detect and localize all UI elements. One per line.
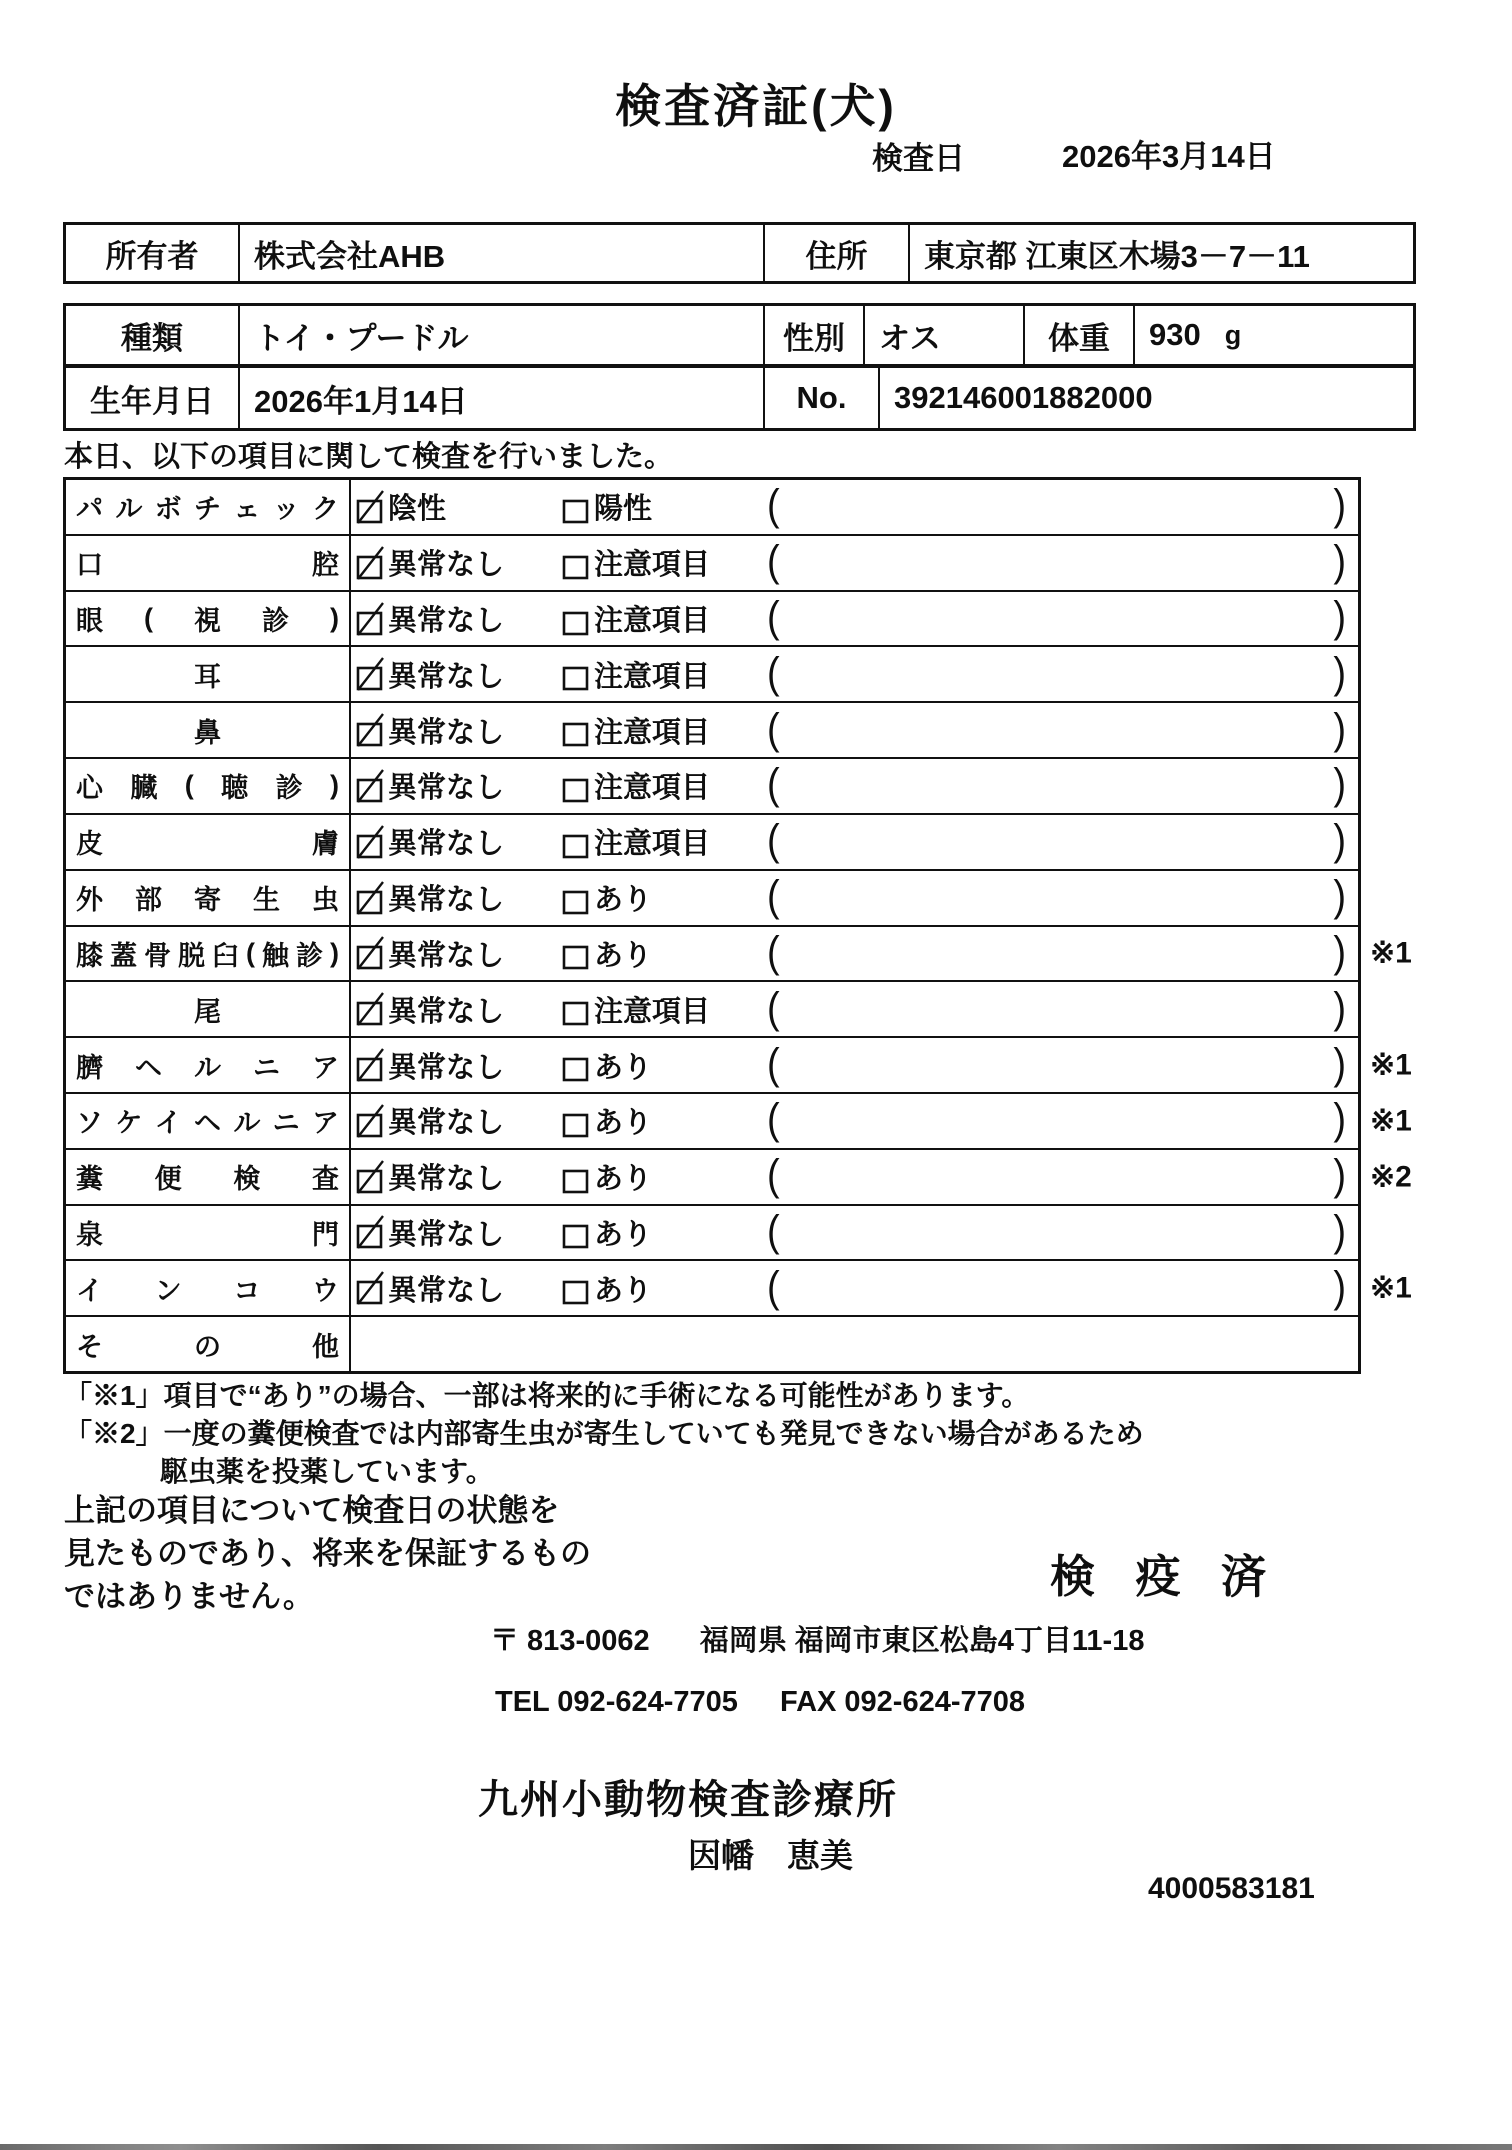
checkbox-checked-icon xyxy=(355,1047,385,1083)
checkbox-unchecked-icon xyxy=(561,991,591,1027)
exam-option-primary xyxy=(355,598,561,639)
paren-close-mark: ) xyxy=(1333,1151,1346,1201)
exam-row xyxy=(66,592,1358,648)
footnote-ref-mark: ※1 xyxy=(1370,1048,1412,1082)
exam-item-char: 診 xyxy=(275,773,303,804)
exam-item-char: 皮 xyxy=(76,829,103,860)
exam-item-name xyxy=(66,1261,351,1315)
weight-label: 体重 xyxy=(1023,306,1133,364)
paren-close-mark: ) xyxy=(1333,1040,1346,1089)
exam-item-char: 心 xyxy=(76,773,103,804)
exam-row xyxy=(66,759,1358,815)
exam-row xyxy=(66,536,1358,592)
exam-row xyxy=(66,871,1358,927)
exam-item-name xyxy=(66,592,351,646)
weight-value: 930 xyxy=(1149,317,1201,352)
exam-option-secondary xyxy=(561,765,767,806)
paren-close-mark: ) xyxy=(1333,1263,1346,1312)
exam-option-primary xyxy=(355,542,561,583)
paren-open-mark: ( xyxy=(767,482,780,531)
paren-close-mark: ) xyxy=(1333,482,1346,531)
exam-item-char: 他 xyxy=(312,1331,339,1362)
exam-option-primary-label: 異常なし xyxy=(388,1274,505,1307)
paren-open-mark: ( xyxy=(767,593,780,643)
exam-item-char: ア xyxy=(312,1052,339,1083)
exam-item-char: 脱 xyxy=(178,940,205,971)
number-value: 392146001882000 xyxy=(878,368,1413,428)
paren-close-mark: ) xyxy=(1333,537,1346,587)
serial-number: 4000583181 xyxy=(1148,1872,1315,1905)
exam-row-options xyxy=(351,1206,1358,1260)
disclaimer-line-2: 見たものであり、将来を保証するもの xyxy=(64,1536,591,1571)
exam-item-char: 視 xyxy=(194,606,221,637)
exam-item-name xyxy=(66,647,351,701)
exam-table xyxy=(63,477,1412,1374)
exam-item-char: ( xyxy=(144,603,153,634)
paren-open-mark: ( xyxy=(767,1263,780,1312)
disclaimer-statement xyxy=(64,1489,591,1618)
exam-option-secondary-label: 注意項目 xyxy=(594,772,711,805)
footnote-1: 「※1」項目で“あり”の場合、一部は将来的に手術になる可能性があります。 xyxy=(64,1380,1030,1411)
exam-row-options xyxy=(351,1094,1358,1148)
checkbox-unchecked-icon xyxy=(561,489,591,525)
checkbox-unchecked-icon xyxy=(561,824,591,860)
exam-option-secondary-label: あり xyxy=(594,1163,653,1196)
exam-item-char: ン xyxy=(154,1275,182,1306)
exam-option-secondary xyxy=(561,710,767,751)
pet-info-row-2 xyxy=(63,365,1416,431)
exam-item-name xyxy=(66,1038,351,1092)
exam-item-name xyxy=(66,927,351,981)
exam-option-primary-label: 異常なし xyxy=(388,1107,505,1140)
checkbox-unchecked-icon xyxy=(561,1270,591,1306)
exam-option-secondary-label: 注意項目 xyxy=(594,828,711,861)
exam-option-secondary xyxy=(561,1268,767,1309)
exam-row xyxy=(66,703,1358,759)
checkbox-unchecked-icon xyxy=(561,880,591,916)
checkbox-checked-icon xyxy=(355,489,385,525)
exam-item-char: 査 xyxy=(311,1164,339,1195)
weight-value-cell xyxy=(1133,306,1413,364)
exam-option-secondary-label: 注意項目 xyxy=(594,660,711,693)
exam-item-name xyxy=(66,1206,351,1260)
checkbox-checked-icon xyxy=(355,1214,385,1250)
exam-item-char: 門 xyxy=(312,1219,339,1250)
checkbox-unchecked-icon xyxy=(561,656,591,692)
paren-open-mark: ( xyxy=(767,649,780,698)
exam-option-primary-label: 異常なし xyxy=(388,1163,505,1196)
clinic-tel: TEL 092-624-7705 xyxy=(495,1686,738,1718)
exam-row-options xyxy=(351,1261,1358,1315)
exam-row xyxy=(66,1317,1358,1371)
exam-item-char: コ xyxy=(233,1275,261,1306)
exam-item-char: ヘ xyxy=(193,1108,221,1139)
exam-option-primary xyxy=(355,933,561,974)
intro-text: 本日、以下の項目に関して検査を行いました。 xyxy=(64,441,674,473)
paren-open-mark: ( xyxy=(767,817,780,866)
owner-label: 所有者 xyxy=(105,238,199,274)
birthdate-label: 生年月日 xyxy=(90,383,214,419)
paren-open-mark: ( xyxy=(767,1040,780,1089)
exam-item-name xyxy=(66,703,351,757)
paren-open-mark: ( xyxy=(767,1096,780,1145)
exam-option-secondary xyxy=(561,989,767,1030)
exam-row-options xyxy=(351,759,1358,813)
exam-option-secondary xyxy=(561,1100,767,1141)
exam-item-char: 触 xyxy=(262,940,289,971)
owner-table xyxy=(63,222,1416,284)
exam-row xyxy=(66,480,1358,536)
paren-close-mark: ) xyxy=(1333,1096,1346,1145)
exam-item-name xyxy=(66,1094,351,1148)
exam-option-secondary-label: あり xyxy=(594,1274,653,1307)
exam-item-char: 骨 xyxy=(144,940,171,971)
owner-value: 株式会社AHB xyxy=(238,225,763,281)
checkbox-checked-icon xyxy=(355,935,385,971)
exam-item-char: 診 xyxy=(262,606,289,637)
paren-close-mark: ) xyxy=(1333,817,1346,866)
checkbox-checked-icon xyxy=(355,545,385,581)
exam-row-options xyxy=(351,592,1358,646)
exam-option-primary-label: 異常なし xyxy=(388,605,505,638)
exam-item-char: 聴 xyxy=(221,773,249,804)
checkbox-checked-icon xyxy=(355,991,385,1027)
exam-option-secondary xyxy=(561,877,767,918)
exam-option-primary xyxy=(355,1100,561,1141)
exam-item-char: 膝 xyxy=(76,940,103,971)
checkbox-checked-icon xyxy=(355,712,385,748)
checkbox-unchecked-icon xyxy=(561,545,591,581)
paren-close-mark: ) xyxy=(1333,1207,1346,1257)
checkbox-unchecked-icon xyxy=(561,712,591,748)
exam-option-primary xyxy=(355,989,561,1030)
clinic-fax: FAX 092-624-7708 xyxy=(779,1686,1026,1718)
exam-item-char: 膚 xyxy=(312,829,339,860)
exam-item-char: 生 xyxy=(253,885,280,916)
exam-item-char: ケ xyxy=(115,1108,143,1139)
sex-label: 性別 xyxy=(763,306,863,364)
exam-row xyxy=(66,1206,1358,1262)
exam-item-char: 部 xyxy=(135,885,162,916)
exam-item-char: ) xyxy=(330,937,339,968)
exam-row-options xyxy=(351,536,1358,590)
checkbox-checked-icon xyxy=(355,824,385,860)
checkbox-checked-icon xyxy=(355,880,385,916)
exam-option-secondary xyxy=(561,1156,767,1197)
exam-item-name xyxy=(66,982,351,1036)
exam-item-char: ニ xyxy=(272,1108,300,1139)
exam-item-char: ヘ xyxy=(135,1052,162,1083)
quarantine-passed-stamp: 検 疫 済 xyxy=(1050,1551,1281,1602)
exam-item-char: ボ xyxy=(154,494,182,525)
exam-option-primary xyxy=(355,710,561,751)
paren-open-mark: ( xyxy=(767,1207,780,1257)
exam-item-char: ル xyxy=(233,1108,261,1139)
disclaimer-line-3: ではありません。 xyxy=(64,1579,314,1614)
exam-option-secondary-label: 注意項目 xyxy=(594,716,711,749)
checkbox-unchecked-icon xyxy=(561,1103,591,1139)
exam-row-options xyxy=(351,927,1358,981)
paren-open-mark: ( xyxy=(767,537,780,587)
exam-item-char: 腔 xyxy=(312,550,339,581)
exam-item-char: 寄 xyxy=(194,885,221,916)
exam-option-primary xyxy=(355,654,561,695)
exam-option-secondary xyxy=(561,1212,767,1253)
exam-item-char: 臓 xyxy=(130,773,158,804)
exam-item-char: 外 xyxy=(76,885,103,916)
exam-option-secondary-label: 注意項目 xyxy=(594,549,711,582)
exam-item-name xyxy=(66,536,351,590)
paren-open-mark: ( xyxy=(767,928,780,977)
weight-unit: g xyxy=(1224,319,1242,350)
exam-option-primary-label: 異常なし xyxy=(388,1051,505,1084)
clinic-postal-line xyxy=(490,1618,1144,1659)
exam-item-char: 蓋 xyxy=(110,940,137,971)
paren-close-mark: ) xyxy=(1333,649,1346,698)
checkbox-unchecked-icon xyxy=(561,768,591,804)
paren-close-mark: ) xyxy=(1333,872,1346,922)
checkbox-unchecked-icon xyxy=(561,1047,591,1083)
exam-option-secondary-label: あり xyxy=(594,884,653,917)
exam-item-char: 鼻 xyxy=(194,717,221,748)
exam-option-primary-label: 異常なし xyxy=(388,1218,505,1251)
checkbox-checked-icon xyxy=(355,768,385,804)
exam-option-primary xyxy=(355,877,561,918)
pet-info-row-1 xyxy=(63,303,1416,367)
address-value: 東京都 江東区木場3－7－11 xyxy=(908,225,1413,281)
number-label: No. xyxy=(763,368,878,428)
exam-option-secondary xyxy=(561,598,767,639)
exam-item-char: ル xyxy=(194,1052,221,1083)
exam-option-primary-label: 陰性 xyxy=(388,493,447,526)
exam-item-char: 便 xyxy=(154,1164,182,1195)
disclaimer-line-1: 上記の項目について検査日の状態を xyxy=(64,1493,560,1528)
exam-item-char: ウ xyxy=(311,1275,339,1306)
exam-row xyxy=(66,927,1412,983)
birthdate-value: 2026年1月14日 xyxy=(238,368,763,428)
scan-edge-artifact xyxy=(0,2144,1512,2150)
exam-item-char: イ xyxy=(76,1275,103,1306)
exam-option-primary xyxy=(355,486,561,527)
footnote-ref-mark: ※1 xyxy=(1370,1271,1412,1305)
exam-option-secondary-label: あり xyxy=(594,939,653,972)
footnote-3: 駆虫薬を投薬しています。 xyxy=(160,1456,494,1487)
paren-open-mark: ( xyxy=(767,705,780,754)
exam-option-primary-label: 異常なし xyxy=(388,772,505,805)
exam-option-primary xyxy=(355,765,561,806)
exam-option-primary xyxy=(355,1212,561,1253)
exam-item-name xyxy=(66,815,351,869)
exam-row xyxy=(66,1038,1412,1094)
paren-open-mark: ( xyxy=(767,872,780,922)
document-title: 検査済証(犬) xyxy=(615,80,897,132)
exam-option-secondary xyxy=(561,654,767,695)
examiner-name: 因幡 恵美 xyxy=(688,1837,853,1874)
exam-item-char: 臼 xyxy=(212,940,239,971)
exam-option-secondary xyxy=(561,933,767,974)
paren-close-mark: ) xyxy=(1333,593,1346,643)
exam-option-primary xyxy=(355,1268,561,1309)
exam-row-options xyxy=(351,480,1358,534)
paren-close-mark: ) xyxy=(1333,705,1346,754)
footnote-ref-mark: ※1 xyxy=(1370,1104,1412,1138)
exam-row xyxy=(66,647,1358,703)
exam-option-secondary xyxy=(561,542,767,583)
exam-option-secondary-label: あり xyxy=(594,1218,653,1251)
exam-item-char: ル xyxy=(115,494,143,525)
checkbox-checked-icon xyxy=(355,1103,385,1139)
breed-value: トイ・プードル xyxy=(238,306,763,364)
checkbox-checked-icon xyxy=(355,1159,385,1195)
checkbox-checked-icon xyxy=(355,1270,385,1306)
exam-item-name xyxy=(66,480,351,534)
exam-item-name xyxy=(66,1317,351,1371)
checkbox-unchecked-icon xyxy=(561,1159,591,1195)
exam-option-secondary-label: 陽性 xyxy=(594,493,653,526)
exam-option-secondary-label: あり xyxy=(594,1107,653,1140)
exam-item-char: 診 xyxy=(296,940,323,971)
paren-open-mark: ( xyxy=(767,761,780,810)
exam-option-primary-label: 異常なし xyxy=(388,660,505,693)
clinic-name: 九州小動物検査診療所 xyxy=(478,1778,898,1822)
exam-item-char: チ xyxy=(193,494,221,525)
checkbox-unchecked-icon xyxy=(561,1214,591,1250)
exam-item-char: ( xyxy=(246,937,255,968)
exam-row-options xyxy=(351,1150,1358,1204)
exam-row xyxy=(66,1094,1412,1150)
clinic-tel-line xyxy=(495,1686,1025,1719)
address-label: 住所 xyxy=(763,225,908,281)
exam-option-primary-label: 異常なし xyxy=(388,716,505,749)
exam-item-name xyxy=(66,1150,351,1204)
exam-item-char: ア xyxy=(311,1108,339,1139)
footnote-2: 「※2」一度の糞便検査では内部寄生虫が寄生していても発見できない場合があるため xyxy=(64,1418,1144,1449)
exam-option-secondary xyxy=(561,486,767,527)
exam-item-char: ク xyxy=(311,494,339,525)
footnote-ref-mark: ※2 xyxy=(1370,1160,1412,1194)
paren-close-mark: ) xyxy=(1333,761,1346,810)
inspection-date-label: 検査日 xyxy=(872,141,965,176)
checkbox-unchecked-icon xyxy=(561,935,591,971)
exam-item-char: 耳 xyxy=(194,661,221,692)
exam-option-primary-label: 異常なし xyxy=(388,549,505,582)
exam-row-options xyxy=(351,1317,1358,1371)
checkbox-checked-icon xyxy=(355,656,385,692)
exam-row xyxy=(66,1150,1412,1206)
exam-item-char: ニ xyxy=(253,1052,280,1083)
exam-item-char: ェ xyxy=(233,494,261,525)
exam-row xyxy=(66,815,1358,871)
exam-option-secondary xyxy=(561,821,767,862)
exam-item-char: ソ xyxy=(76,1108,103,1139)
exam-option-primary xyxy=(355,1045,561,1086)
exam-option-primary xyxy=(355,1156,561,1197)
exam-item-char: 眼 xyxy=(76,606,103,637)
checkbox-unchecked-icon xyxy=(561,601,591,637)
exam-item-char: 臍 xyxy=(76,1052,103,1083)
exam-option-secondary-label: 注意項目 xyxy=(594,995,711,1028)
breed-label: 種類 xyxy=(121,320,183,356)
exam-row-options xyxy=(351,1038,1358,1092)
exam-item-char: ( xyxy=(184,770,194,801)
footnote-ref-mark: ※1 xyxy=(1370,936,1412,970)
exam-option-secondary xyxy=(561,1045,767,1086)
exam-option-secondary-label: 注意項目 xyxy=(594,605,711,638)
clinic-address: 福岡県 福岡市東区松島4丁目11-18 xyxy=(699,1625,1145,1657)
exam-item-char: 尾 xyxy=(194,996,221,1027)
exam-row-options xyxy=(351,815,1358,869)
inspection-date-value: 2026年3月14日 xyxy=(1062,139,1276,174)
exam-option-secondary-label: あり xyxy=(594,1051,653,1084)
exam-row-options xyxy=(351,703,1358,757)
exam-item-char: ッ xyxy=(272,494,300,525)
exam-item-char: 虫 xyxy=(312,885,339,916)
clinic-postal-code: 〒 813-0062 xyxy=(490,1625,650,1657)
exam-item-char: 泉 xyxy=(76,1219,103,1250)
exam-option-primary xyxy=(355,821,561,862)
exam-item-char: イ xyxy=(154,1108,182,1139)
exam-row-options xyxy=(351,647,1358,701)
exam-item-name xyxy=(66,759,351,813)
exam-item-char: 糞 xyxy=(76,1164,103,1195)
paren-close-mark: ) xyxy=(1333,984,1346,1033)
exam-option-primary-label: 異常なし xyxy=(388,828,505,861)
paren-open-mark: ( xyxy=(767,1151,780,1201)
exam-row xyxy=(66,1261,1412,1317)
exam-item-char: 検 xyxy=(233,1164,261,1195)
exam-option-primary-label: 異常なし xyxy=(388,884,505,917)
sex-value: オス xyxy=(863,306,1023,364)
exam-row-options xyxy=(351,982,1358,1036)
exam-row xyxy=(66,982,1358,1038)
exam-item-char: パ xyxy=(76,494,103,525)
paren-open-mark: ( xyxy=(767,984,780,1033)
exam-row-options xyxy=(351,871,1358,925)
exam-item-char: 口 xyxy=(76,550,103,581)
exam-option-primary-label: 異常なし xyxy=(388,995,505,1028)
exam-item-char: ) xyxy=(330,603,339,634)
exam-item-char: ) xyxy=(329,770,339,801)
exam-item-name xyxy=(66,871,351,925)
checkbox-checked-icon xyxy=(355,601,385,637)
exam-item-char: そ xyxy=(76,1331,103,1362)
exam-option-primary-label: 異常なし xyxy=(388,939,505,972)
exam-item-char: の xyxy=(194,1331,221,1362)
paren-close-mark: ) xyxy=(1333,928,1346,977)
